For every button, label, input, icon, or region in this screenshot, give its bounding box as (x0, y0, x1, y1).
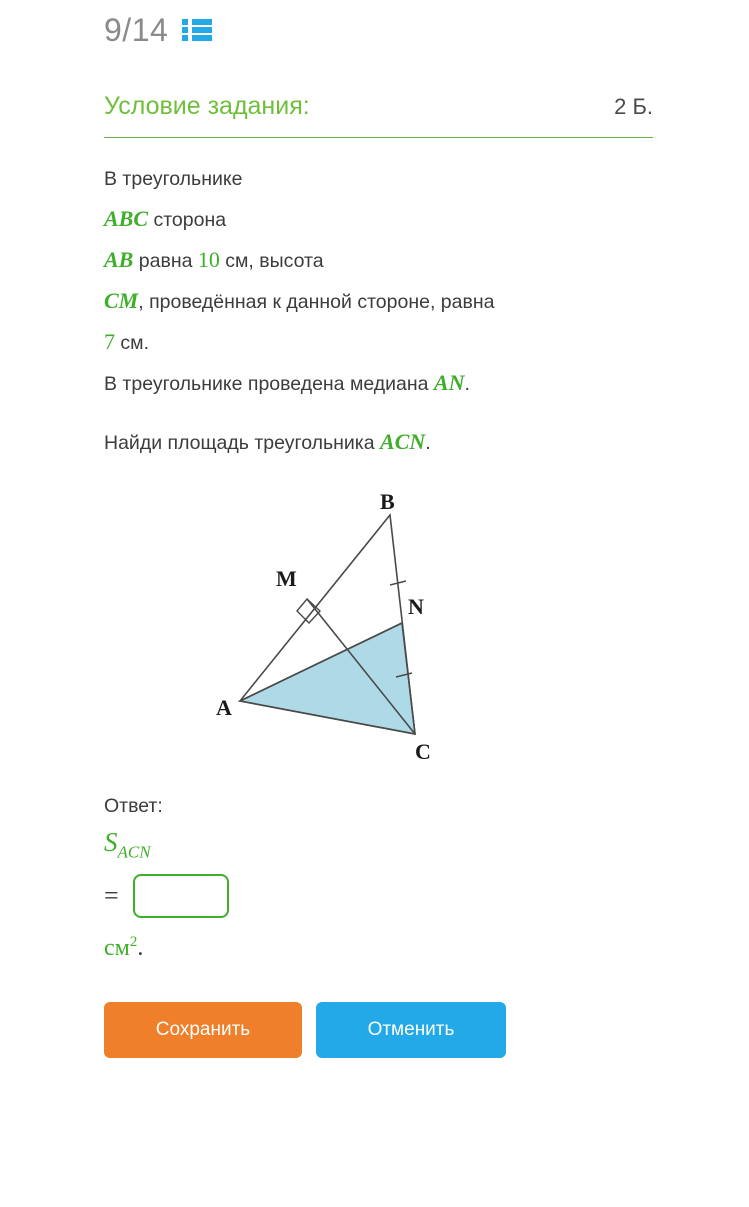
page-title: Условие задания: (104, 92, 310, 120)
action-buttons (104, 1002, 749, 1058)
statement-text: см. (115, 332, 149, 354)
equals-sign: = (104, 881, 119, 911)
answer-input[interactable] (133, 874, 229, 918)
statement-text: равна (133, 250, 198, 272)
answer-units (104, 934, 645, 962)
task-points: 2 Б. (614, 94, 653, 119)
label-b: B (379, 489, 395, 514)
statement-text: , проведённая к данной стороне, равна (138, 291, 495, 313)
task-statement (104, 160, 645, 463)
math-7: 7 (104, 329, 115, 354)
math-abc: ABC (104, 206, 149, 231)
math-ab: AB (104, 247, 134, 272)
statement-line-3 (104, 240, 645, 281)
statement-line-2 (104, 199, 645, 240)
cancel-button[interactable]: Отменить (316, 1002, 506, 1058)
answer-symbol (104, 828, 645, 862)
label-n: N (407, 594, 424, 619)
statement-text: В треугольнике проведена медиана (104, 373, 434, 395)
geometry-figure (0, 489, 749, 769)
statement-line-1 (104, 160, 645, 199)
progress-counter: 9/14 (104, 12, 169, 48)
math-acn: ACN (380, 429, 426, 454)
answer-block (104, 795, 645, 962)
math-an: AN (433, 370, 465, 395)
topbar (0, 0, 749, 56)
statement-text: . (464, 373, 470, 395)
statement-spacer (104, 404, 645, 422)
statement-text: . (425, 432, 431, 454)
units-dot: . (137, 935, 144, 962)
math-cm: CM (104, 288, 139, 313)
answer-symbol-sub: ACN (117, 842, 151, 862)
label-c: C (414, 739, 431, 764)
label-m: M (275, 566, 297, 591)
statement-line-6 (104, 363, 645, 404)
triangle-diagram (210, 489, 540, 769)
save-button[interactable]: Сохранить (104, 1002, 302, 1058)
units-text: см (104, 935, 130, 962)
answer-label: Ответ: (104, 795, 163, 817)
task-header (104, 92, 653, 138)
math-10: 10 (197, 247, 220, 272)
statement-line-4 (104, 281, 645, 322)
statement-text: Найди площадь треугольника (104, 432, 381, 454)
answer-input-row (104, 874, 645, 918)
units-exponent: 2 (129, 934, 138, 951)
answer-symbol-s: S (104, 827, 118, 857)
label-a: A (215, 695, 232, 720)
list-icon[interactable] (182, 17, 212, 43)
statement-text: сторона (148, 209, 227, 231)
statement-line-5 (104, 322, 645, 363)
statement-line-7 (104, 422, 645, 463)
statement-text: см, высота (219, 250, 324, 272)
statement-text: В треугольнике (104, 168, 243, 190)
